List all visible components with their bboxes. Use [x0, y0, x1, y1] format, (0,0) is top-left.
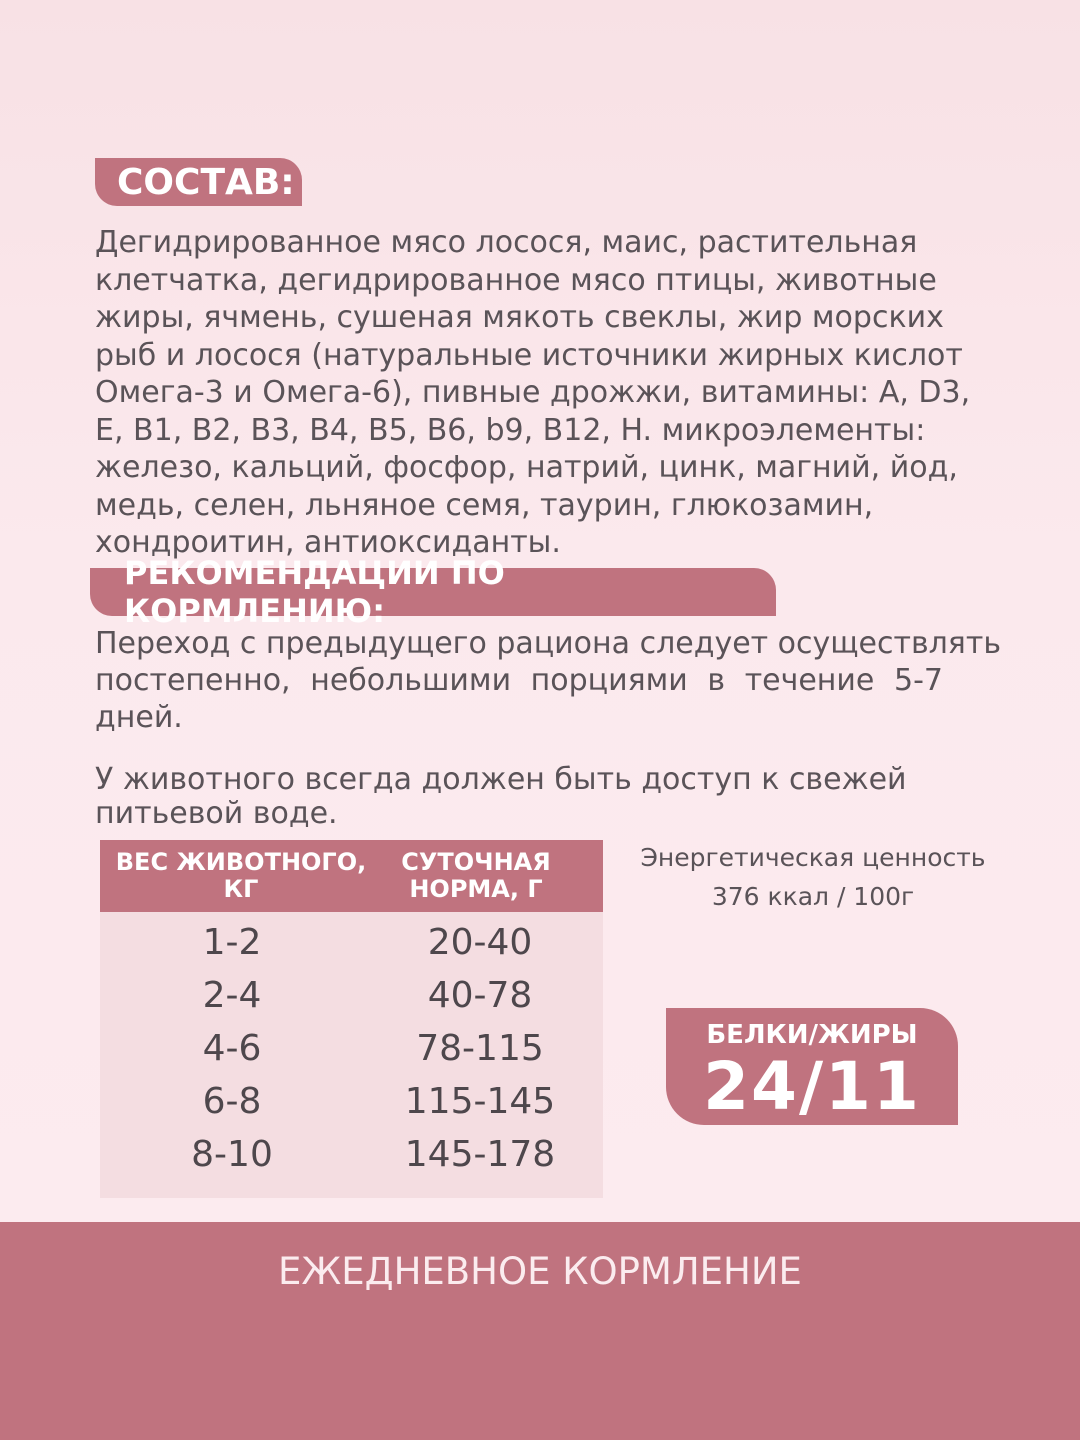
feeding-heading: РЕКОМЕНДАЦИИ ПО КОРМЛЕНИЮ:	[90, 568, 776, 616]
feeding-text-line-3: дней.	[95, 700, 183, 735]
table-row	[100, 912, 603, 965]
feeding-word: в	[707, 663, 726, 698]
badge-label: БЕЛКИ/ЖИРЫ	[706, 1020, 918, 1050]
feeding-text-line-1: Переход с предыдущего рациона следует осуществлять	[95, 626, 1002, 661]
protein-fat-badge	[666, 1008, 958, 1125]
composition-text: Дегидрированное мясо лосося, маис, растительная клетчатка, дегидрированное мясо птицы, животные жиры, ячмень, сушеная мякоть свеклы, жир морских рыб и лосося (натуральные источники жирных кислот Омега-3 и Омега-6), пивные дрожжи, витамины: A, D3, E, B1, B2, B3, B4, B5, B6, b9, B12, H. микроэлементы: железо, кальций, фосфор, натрий, цинк, магний, йод, медь, селен, льняное семя, таурин, глюкозамин, хондроитин, антиоксиданты.	[95, 225, 971, 560]
cell-norm: 40-78	[427, 975, 533, 1016]
cell-norm: 78-115	[416, 1028, 544, 1069]
table-row	[100, 1124, 603, 1177]
feeding-word: порциями	[530, 663, 688, 698]
energy-title: Энергетическая ценность	[640, 843, 986, 872]
badge-value: 24/11	[703, 1048, 921, 1125]
table-row	[100, 965, 603, 1018]
table-body	[100, 912, 603, 1177]
table-row	[100, 1018, 603, 1071]
cell-weight: 4-6	[202, 1028, 262, 1069]
footer-text: ЕЖЕДНЕВНОЕ КОРМЛЕНИЕ	[278, 1250, 802, 1293]
feeding-word: постепенно,	[95, 663, 291, 698]
feeding-table	[100, 840, 603, 1198]
cell-weight: 8-10	[191, 1134, 273, 1175]
feeding-text-line-2	[95, 663, 943, 698]
feeding-word: небольшими	[310, 663, 512, 698]
water-note: У животного всегда должен быть доступ к свежей питьевой воде.	[95, 762, 907, 831]
feeding-word: 5-7	[893, 663, 943, 698]
column-header-weight: ВЕС ЖИВОТНОГО, КГ	[115, 848, 367, 903]
energy-value: 376 ккал / 100г	[711, 882, 915, 911]
composition-heading: СОСТАВ:	[95, 158, 302, 206]
table-row	[100, 1071, 603, 1124]
cell-weight: 1-2	[202, 922, 262, 963]
cell-weight: 2-4	[202, 975, 262, 1016]
cell-weight: 6-8	[202, 1081, 262, 1122]
column-header-norm: СУТОЧНАЯ НОРМА, Г	[401, 848, 551, 903]
cell-norm: 20-40	[427, 922, 533, 963]
cell-norm: 115-145	[404, 1081, 556, 1122]
cell-norm: 145-178	[404, 1134, 556, 1175]
feeding-word: течение	[744, 663, 875, 698]
table-header	[100, 840, 603, 912]
